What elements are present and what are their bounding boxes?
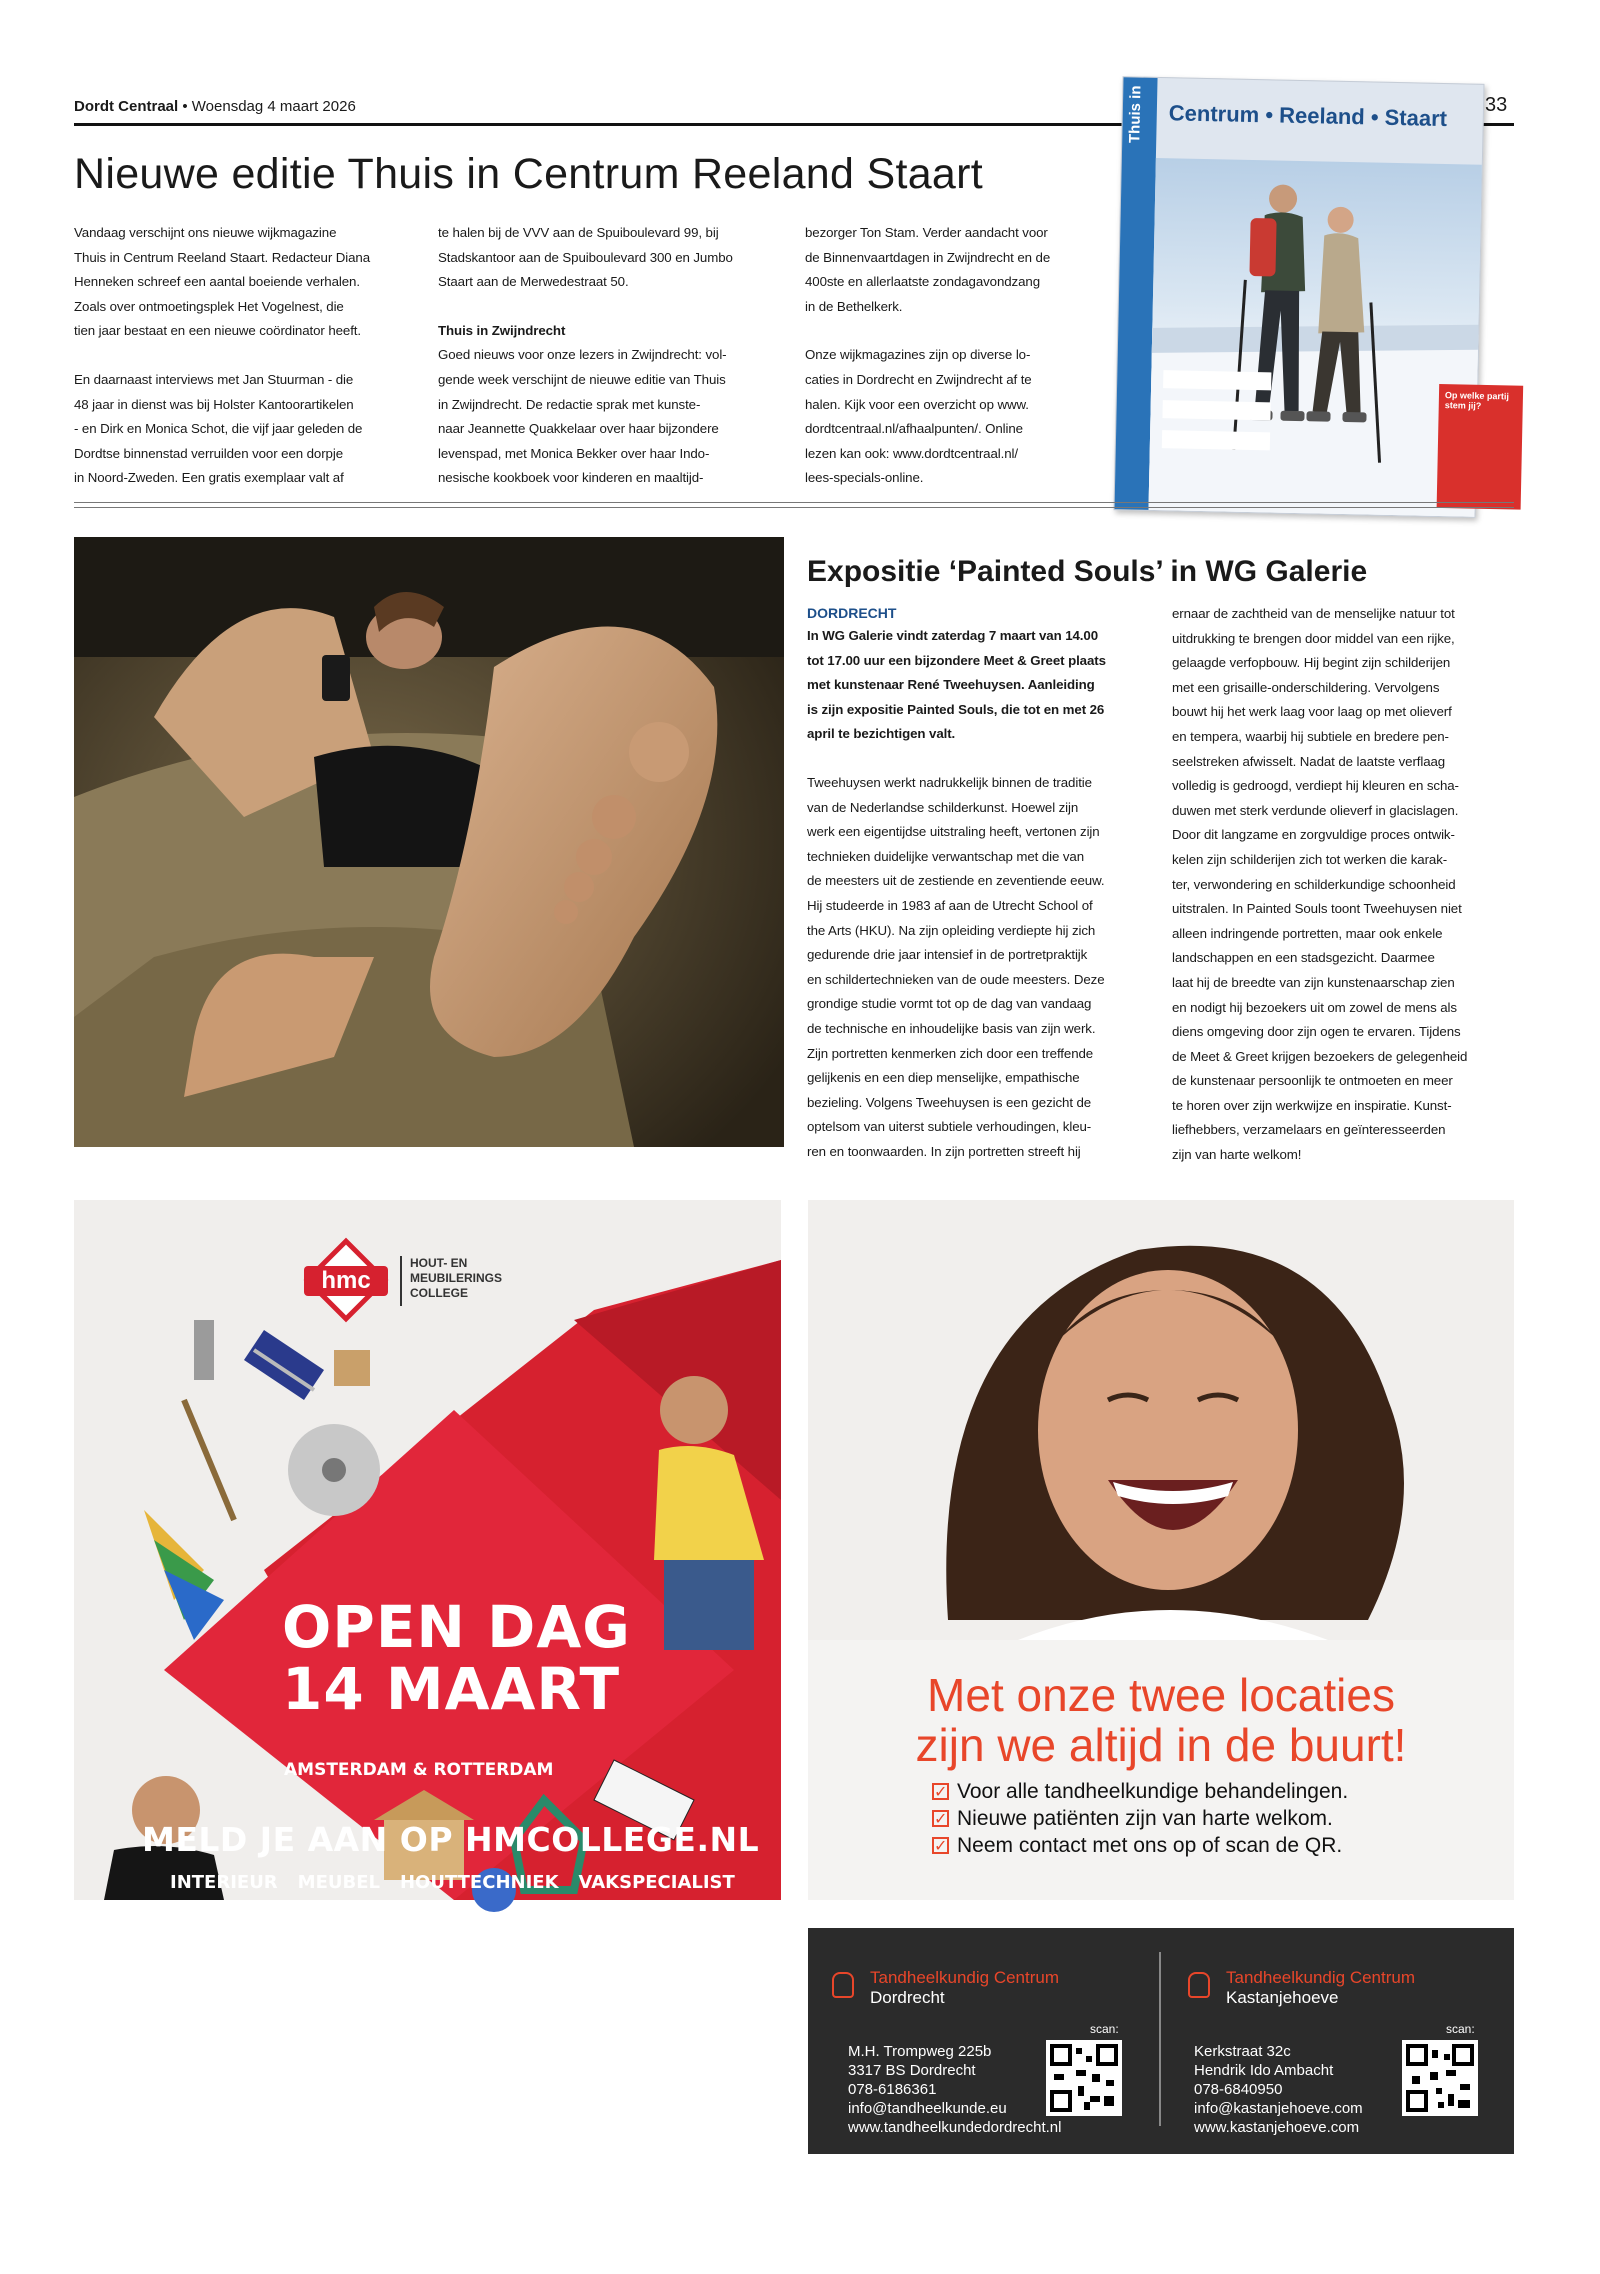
- text-line: uitstralen. In Painted Souls toont Tweehuysen niet: [1172, 901, 1462, 917]
- text-line: uitdrukking te brengen door middel van een rijke,: [1172, 630, 1455, 646]
- hmc-background: [74, 1200, 781, 1900]
- masthead: [74, 98, 356, 115]
- cover-tag: [1163, 370, 1271, 390]
- hmc-tracks: [170, 1872, 735, 1893]
- text-line: Dordtse binnenstad verruilden voor een dorpje: [74, 445, 343, 461]
- exposition-column-2: [1172, 602, 1517, 1168]
- section-rule: [74, 507, 1514, 508]
- exposition-column-1: [807, 624, 1152, 1164]
- text-line: Zijn portretten kenmerken zich door een treffende: [807, 1045, 1094, 1061]
- byline: DORDRECHT: [807, 605, 897, 621]
- dental-advertisement[interactable]: [808, 1200, 1514, 1900]
- text-line: Stadskantoor aan de Spuiboulevard 300 en Jumbo: [438, 249, 733, 265]
- text-line: Zoals over ontmoetingsplek Het Vogelnest, die: [74, 298, 344, 314]
- text-line: landschappen en een stadsgezicht. Daarmee: [1172, 950, 1435, 966]
- location-brand: Tandheelkundig Centrum: [870, 1968, 1060, 1987]
- text-line: Thuis in Centrum Reeland Staart. Redacteur Diana: [74, 249, 371, 265]
- text-line: Goed nieuws voor onze lezers in Zwijndrecht: vol-: [438, 347, 727, 363]
- hmc-cta[interactable]: MELD JE AAN OP HMCOLLEGE.NL: [142, 1820, 760, 1859]
- text-line: nesische kookboek voor kinderen en maaltijd-: [438, 470, 704, 486]
- check-item: ✓ Nieuwe patiënten zijn van harte welkom.: [934, 1807, 1333, 1830]
- article-subheading: Thuis in Zwijndrecht: [438, 322, 566, 338]
- text-line: bezieling. Volgens Tweehuysen is een gezicht de: [807, 1094, 1092, 1110]
- text-line: de Meet & Greet krijgen bezoekers de gelegenheid: [1172, 1048, 1468, 1064]
- cover-tag: [1162, 430, 1270, 450]
- text-line: Vandaag verschijnt ons nieuwe wijkmagazine: [74, 225, 337, 240]
- check-item: ✓ Voor alle tandheelkundige behandelingen.: [934, 1780, 1349, 1803]
- text-line: Onze wijkmagazines zijn op diverse lo-: [805, 347, 1031, 363]
- text-line: Door dit langzame en zorgvuldige proces ontwik-: [1172, 827, 1455, 843]
- text-line: zijn van harte welkom!: [1172, 1147, 1302, 1163]
- text-line: seelstreken afwisselt. Nadat de laatste verflaag: [1172, 753, 1446, 769]
- text-line: lees-specials-online.: [805, 470, 924, 486]
- article-column-3: [805, 221, 1125, 491]
- text-line: april te bezichtigen valt.: [807, 726, 956, 742]
- text-line: met een grisaille-onderschildering. Vervolgens: [1172, 679, 1440, 695]
- text-line: tien jaar bestaat en een nieuwe coördinator heeft.: [74, 323, 361, 339]
- smiling-woman-photo: [808, 1200, 1514, 1640]
- painting-illustration: [74, 537, 784, 1147]
- text-line: en nodigt hij bezoekers uit om zowel de mens als: [1172, 999, 1457, 1015]
- text-line: met kunstenaar René Tweehuysen. Aanleiding: [807, 677, 1095, 693]
- text-line: Henneken schreef een aantal boeiende verhalen.: [74, 274, 360, 290]
- text-line: in de Bethelkerk.: [805, 298, 903, 314]
- text-line: ren en toonwaarden. In zijn portretten streeft hij: [807, 1143, 1081, 1159]
- text-line: liefhebbers, verzamelaars en geïnteresseerden: [1172, 1122, 1446, 1138]
- section-rule: [74, 502, 1514, 503]
- location-address: Kerkstraat 32c Hendrik Ido Ambacht 078-6840950 info@kastanjehoeve.com www.kastanjehoeve.com: [1194, 2043, 1363, 2136]
- text-line: de kunstenaar persoonlijk te ontmoeten en meer: [1172, 1073, 1453, 1089]
- track-label: VAKSPECIALIST: [578, 1872, 735, 1893]
- text-line: werk een eigentijdse uitstraling heeft, vertonen zijn: [807, 824, 1100, 840]
- text-line: alleen indringende portretten, maar ook enkele: [1172, 925, 1443, 941]
- hmc-logo: hmc: [310, 1244, 382, 1316]
- cover-title: Centrum • Reeland • Staart: [1168, 100, 1448, 132]
- text-line: duwen met sterk verdunde olieverf in glacislagen.: [1172, 802, 1459, 818]
- headline-line-1: OPEN DAG: [282, 1593, 631, 1661]
- cover-photo: [1149, 158, 1482, 517]
- painting-photo: [74, 537, 784, 1147]
- text-line: is zijn expositie Painted Souls, die tot en met 26: [807, 701, 1105, 717]
- location-name: Kastanjehoeve: [1226, 1988, 1339, 2007]
- text-line: Tweehuysen werkt nadrukkelijk binnen de traditie: [807, 774, 1092, 790]
- hmc-headline: [282, 1593, 631, 1723]
- text-line: volledig is gedroogd, verdiept hij kleuren en scha-: [1172, 778, 1459, 794]
- hmc-logo-text: HOUT- EN MEUBILERINGS COLLEGE: [410, 1256, 503, 1300]
- text-line: van de Nederlandse schilderkunst. Hoewel zijn: [807, 799, 1079, 815]
- text-line: En daarnaast interviews met Jan Stuurman - die: [74, 371, 354, 387]
- text-line: halen. Kijk voor een overzicht op www.: [805, 396, 1029, 412]
- check-item: ✓ Neem contact met ons op of scan de QR.: [934, 1834, 1343, 1857]
- qr-code-icon[interactable]: [1046, 2040, 1122, 2116]
- location-brand: Tandheelkundig Centrum: [1226, 1968, 1416, 1987]
- checkbox-icon: ✓: [934, 1784, 948, 1801]
- text-line: Hij studeerde in 1983 af aan de Utrecht School of: [807, 897, 1093, 913]
- location-kastanjehoeve: [1188, 1968, 1500, 2148]
- checkbox-icon: ✓: [934, 1838, 948, 1855]
- text-line: Staart aan de Merwedestraat 50.: [438, 274, 629, 290]
- tooth-icon: [1188, 1972, 1210, 1998]
- dental-headline: [808, 1670, 1514, 1770]
- checkbox-icon: ✓: [934, 1811, 948, 1828]
- text-line: levenspad, met Monica Bekker over haar Indo-: [438, 445, 710, 461]
- text-line: de technische en inhoudelijke basis van zijn werk.: [807, 1020, 1096, 1036]
- text-line: gelijkenis en een diep menselijke, empathische: [807, 1070, 1080, 1086]
- location-dordrecht: [832, 1968, 1144, 2148]
- text-line: [74, 344, 419, 368]
- logo-divider: [400, 1256, 402, 1306]
- text-line: bezorger Ton Stam. Verder aandacht voor: [805, 225, 1048, 240]
- text-line: gedurende drie jaar intensief in de portretpraktijk: [807, 947, 1088, 963]
- text-line: dordtcentraal.nl/afhaalpunten/. Online: [805, 421, 1023, 437]
- track-label: HOUTTECHNIEK: [399, 1872, 559, 1893]
- tooth-icon: [832, 1972, 854, 1998]
- masthead-separator: •: [182, 98, 188, 115]
- exposition-title: Expositie ‘Painted Souls’ in WG Galerie: [807, 555, 1368, 588]
- hmc-locations: AMSTERDAM & ROTTERDAM: [284, 1760, 554, 1780]
- headline-line-2: zijn we altijd in de buurt!: [915, 1719, 1407, 1771]
- text-line: technieken duidelijke verwantschap met die van: [807, 848, 1085, 864]
- text-line: kelen zijn schilderijen zich tot werken die karak-: [1172, 851, 1448, 867]
- scan-label: scan:: [1446, 2022, 1475, 2036]
- text-line: te halen bij de VVV aan de Spuiboulevard 99, bij: [438, 225, 719, 240]
- text-line: 400ste en allerlaatste zondagavondzang: [805, 274, 1040, 290]
- text-line: en tempera, waarbij hij subtiele en bredere pen-: [1172, 728, 1449, 744]
- text-line: laat hij de breedte van zijn kunstenaarschap zien: [1172, 974, 1455, 990]
- headline-line-1: Met onze twee locaties: [927, 1669, 1395, 1721]
- text-line: 48 jaar in dienst was bij Holster Kantoorartikelen: [74, 396, 354, 412]
- text-line: In WG Galerie vindt zaterdag 7 maart van 14.00: [807, 628, 1098, 643]
- text-line: - en Dirk en Monica Schot, die vijf jaar geleden de: [74, 421, 363, 437]
- hikers-illustration: [1149, 158, 1482, 517]
- masthead-brand: Dordt Centraal: [74, 98, 179, 115]
- cover-tag: [1162, 400, 1270, 420]
- text-line: the Arts (HKU). Na zijn opleiding verdiepte hij zich: [807, 922, 1096, 938]
- qr-code-icon[interactable]: [1402, 2040, 1478, 2116]
- text-line: de meesters uit de zestiende en zeventiende eeuw.: [807, 873, 1105, 889]
- hmc-advertisement[interactable]: [74, 1200, 781, 1900]
- text-line: [805, 319, 1125, 343]
- article-column-1: [74, 221, 419, 491]
- text-line: en schildertechnieken van de oude meesters. Deze: [807, 971, 1105, 987]
- dental-checklist: [932, 1778, 1348, 1859]
- text-line: grondige studie vormt tot op de dag van vandaag: [807, 996, 1092, 1012]
- page-number: 33: [1485, 94, 1508, 116]
- track-label: MEUBEL: [297, 1872, 380, 1893]
- text-line: te horen over zijn werkwijze en inspiratie. Kunst-: [1172, 1097, 1452, 1113]
- text-line: ter, verwondering en schilderkundige schoonheid: [1172, 876, 1456, 892]
- text-line: optelsom van uiterst subtiele verhoudingen, kleu-: [807, 1119, 1092, 1135]
- text-line: de Binnenvaartdagen in Zwijndrecht en de: [805, 249, 1051, 265]
- location-address: M.H. Trompweg 225b 3317 BS Dordrecht 078-6186361 info@tandheelkunde.eu www.tandheelkundedordrecht.nl: [848, 2043, 1062, 2136]
- text-line: diens omgeving door zijn ogen te ervaren. Tijdens: [1172, 1024, 1461, 1040]
- masthead-date: Woensdag 4 maart 2026: [191, 98, 356, 115]
- article-title: Nieuwe editie Thuis in Centrum Reeland Staart: [74, 150, 984, 198]
- text-line: caties in Dordrecht en Zwijndrecht af te: [805, 371, 1032, 387]
- panel-divider: [1159, 1952, 1161, 2126]
- text-line: naar Jeannette Quakkelaar over haar bijzondere: [438, 421, 719, 437]
- text-line: bouwt hij het werk laag voor laag op met olieverf: [1172, 704, 1452, 720]
- text-line: in Zwijndrecht. De redactie sprak met kunste-: [438, 396, 701, 412]
- cover-spine: Thuis in: [1115, 77, 1158, 510]
- text-line: gelaagde verfopbouw. Hij begint zijn schilderijen: [1172, 655, 1451, 671]
- headline-line-2: 14 MAART: [282, 1655, 621, 1723]
- track-label: INTERIEUR: [170, 1872, 278, 1893]
- cover-callout: Op welke partij stem jij?: [1437, 384, 1524, 510]
- text-line: tot 17.00 uur een bijzondere Meet & Greet plaats: [807, 652, 1106, 668]
- article-column-2: [438, 221, 783, 491]
- text-line: ernaar de zachtheid van de menselijke natuur tot: [1172, 606, 1455, 621]
- text-line: lezen kan ook: www.dordtcentraal.nl/: [805, 445, 1018, 461]
- text-line: in Noord-Zweden. Een gratis exemplaar valt af: [74, 470, 344, 486]
- scan-label: scan:: [1090, 2022, 1119, 2036]
- location-name: Dordrecht: [870, 1988, 945, 2007]
- text-line: gende week verschijnt de nieuwe editie van Thuis: [438, 371, 726, 387]
